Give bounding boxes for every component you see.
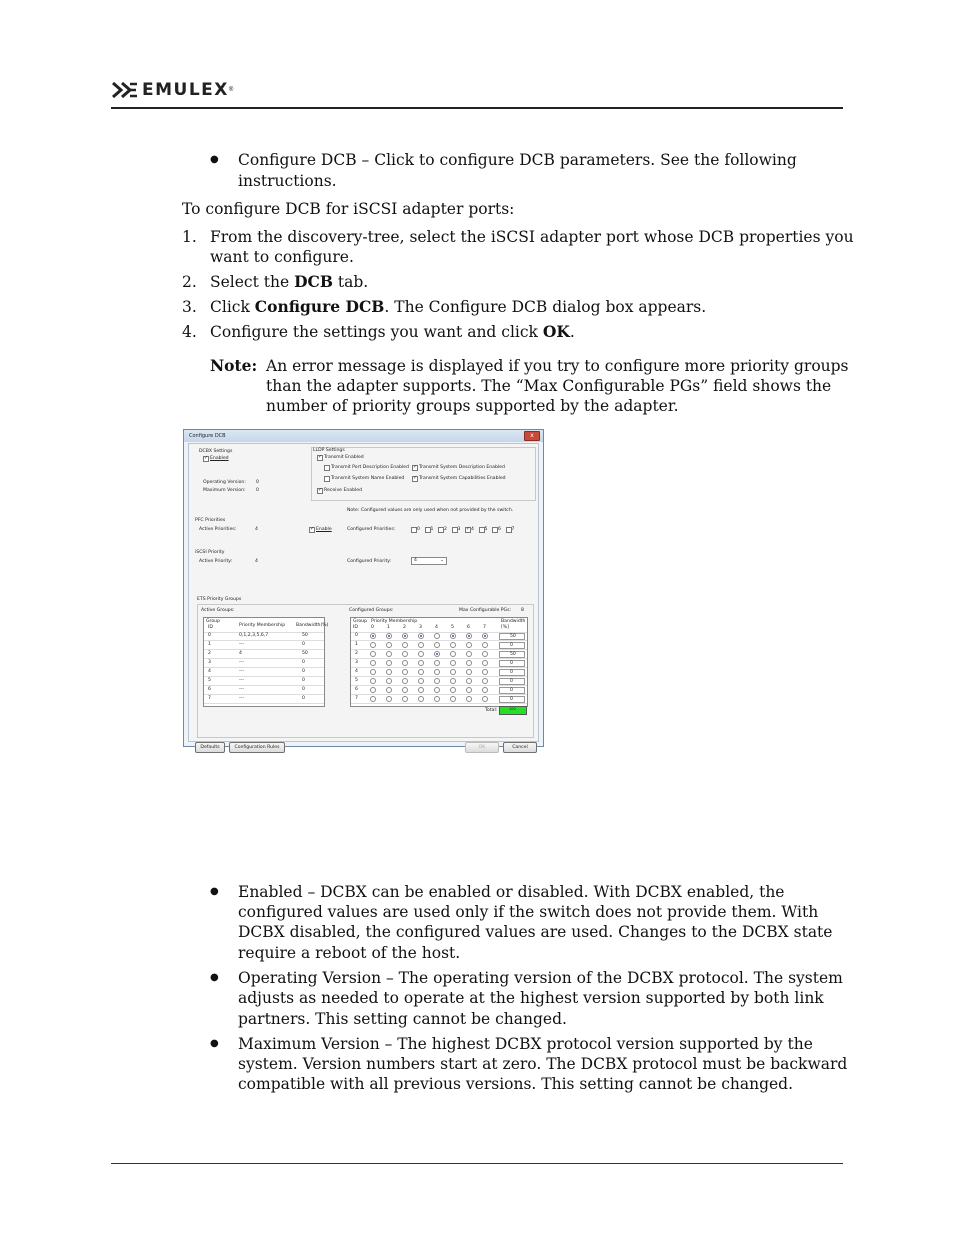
pfc-priority-label: 3 — [457, 527, 461, 532]
priority-radio[interactable] — [386, 642, 392, 648]
table-row — [204, 641, 324, 650]
sys-cap-checkbox[interactable] — [412, 476, 418, 482]
priority-radio[interactable] — [402, 651, 408, 657]
row-id: 0 — [208, 633, 211, 638]
col-priority-membership: Priority Membership — [239, 623, 286, 628]
step-4 — [210, 322, 575, 342]
table-row — [204, 659, 324, 668]
row-id: 4 — [208, 669, 211, 674]
sys-cap-label: Transmit System Capabilities Enabled — [419, 476, 506, 481]
active-groups-table — [203, 617, 329, 707]
priority-radio[interactable] — [434, 651, 440, 657]
pfc-active-value: 4 — [255, 527, 258, 532]
trademark: ® — [228, 87, 234, 93]
row-priority-membership: --- — [239, 660, 244, 665]
step-number: 1. — [182, 228, 197, 246]
step-number: 2. — [182, 273, 197, 291]
table-row — [351, 677, 527, 686]
priority-radio[interactable] — [386, 633, 392, 639]
step-text: . The Configure DCB dialog box appears. — [384, 298, 707, 316]
priority-radio[interactable] — [386, 651, 392, 657]
sys-name-label: Transmit System Name Enabled — [331, 476, 405, 481]
priority-radio[interactable] — [386, 678, 392, 684]
priority-radio[interactable] — [418, 696, 424, 702]
row-priority-membership: 4 — [239, 651, 242, 656]
priority-radio[interactable] — [402, 696, 408, 702]
row-priority-membership: --- — [239, 687, 244, 692]
table-row — [351, 668, 527, 677]
dcbx-title: DCBX Settings — [199, 449, 233, 454]
dcbx-enabled-checkbox[interactable] — [203, 456, 209, 462]
row-priority-membership: --- — [239, 642, 244, 647]
priority-radio[interactable] — [418, 633, 424, 639]
priority-radio[interactable] — [482, 642, 488, 648]
row-priority-membership: --- — [239, 678, 244, 683]
enabled-line3: DCBX disabled, the configured values are used. Changes to the DCBX state — [238, 923, 833, 941]
dcbx-enabled-label: Enabled — [210, 456, 229, 461]
priority-radio[interactable] — [450, 660, 456, 666]
port-desc-checkbox[interactable] — [324, 465, 330, 471]
pfc-enable-label: Enable — [316, 527, 332, 532]
bandwidth-input[interactable] — [499, 633, 525, 640]
priority-radio[interactable] — [466, 642, 472, 648]
table-row — [204, 677, 324, 686]
priority-radio[interactable] — [434, 669, 440, 675]
dialog-title: Configure DCB — [189, 433, 226, 439]
table-row — [351, 650, 527, 659]
pfc-active-label: Active Priorities: — [199, 527, 237, 532]
priority-radio[interactable] — [418, 669, 424, 675]
priority-col-header: 5 — [451, 625, 454, 630]
step-text: Configure the settings you want and click — [210, 323, 543, 341]
row-id: 7 — [208, 696, 211, 701]
emulex-logo-icon — [112, 81, 138, 99]
row-id: 2 — [208, 651, 211, 656]
step-3 — [210, 297, 706, 317]
priority-radio[interactable] — [370, 678, 376, 684]
table-row — [351, 659, 527, 668]
ets-title: ETS Priority Groups — [197, 597, 242, 602]
pfc-enable-checkbox[interactable] — [309, 527, 315, 533]
header-rule — [111, 107, 843, 109]
priority-radio[interactable] — [434, 678, 440, 684]
priority-radio[interactable] — [402, 687, 408, 693]
priority-radio[interactable] — [466, 660, 472, 666]
priority-col-header: 6 — [467, 625, 470, 630]
pfc-title: PFC Priorities — [195, 518, 226, 523]
priority-radio[interactable] — [482, 651, 488, 657]
row-id: 3 — [355, 660, 358, 665]
sys-desc-checkbox[interactable] — [412, 465, 418, 471]
iscsi-priority-title: iSCSI Priority — [195, 550, 225, 555]
col-bandwidth: Bandwidth(%) — [296, 623, 329, 628]
priority-radio[interactable] — [466, 633, 472, 639]
configured-groups-table — [350, 617, 528, 707]
ok-button[interactable]: OK — [465, 742, 499, 753]
dialog-titlebar — [184, 430, 543, 442]
priority-radio[interactable] — [370, 687, 376, 693]
priority-radio[interactable] — [418, 642, 424, 648]
row-priority-membership: --- — [239, 696, 244, 701]
bullet-icon: ● — [210, 972, 219, 983]
priority-radio[interactable] — [402, 678, 408, 684]
priority-radio[interactable] — [386, 669, 392, 675]
table-row — [204, 668, 324, 677]
priority-radio[interactable] — [386, 687, 392, 693]
row-id: 5 — [208, 678, 211, 683]
operating-version-label: Operating Version: — [203, 480, 246, 485]
bandwidth-value: 50 — [510, 634, 516, 639]
operating-version-line2: adjusts as needed to operate at the highest version supported by both link — [238, 989, 824, 1007]
table-row — [351, 695, 527, 704]
col-bandwidth: Bandwidth — [501, 619, 526, 624]
priority-radio[interactable] — [466, 687, 472, 693]
step-text: Click — [210, 298, 255, 316]
priority-radio[interactable] — [466, 669, 472, 675]
col-group: Group — [353, 619, 367, 624]
priority-radio[interactable] — [418, 678, 424, 684]
priority-radio[interactable] — [450, 678, 456, 684]
brand-name: EMULEX — [142, 80, 229, 100]
priority-radio[interactable] — [402, 669, 408, 675]
priority-radio[interactable] — [450, 633, 456, 639]
priority-radio[interactable] — [450, 696, 456, 702]
row-id: 4 — [355, 669, 358, 674]
bullet-icon: ● — [210, 1038, 219, 1049]
bandwidth-value: 0 — [510, 688, 513, 693]
sys-desc-label: Transmit System Description Enabled — [419, 465, 505, 470]
port-desc-label: Transmit Port Description Enabled — [331, 465, 409, 470]
receive-enabled-label: Receive Enabled — [324, 488, 363, 493]
priority-radio[interactable] — [450, 669, 456, 675]
priority-radio[interactable] — [418, 651, 424, 657]
col-id: ID — [208, 625, 213, 630]
note-line3: number of priority groups supported by the adapter. — [266, 397, 679, 415]
priority-radio[interactable] — [466, 651, 472, 657]
table-header-row — [204, 618, 329, 633]
bullet-icon: ● — [210, 154, 219, 165]
bandwidth-input[interactable] — [499, 642, 525, 649]
bandwidth-value: 0 — [510, 661, 513, 666]
table-row — [351, 641, 527, 650]
iscsi-priority-selected: 4 — [414, 558, 417, 563]
pfc-priority-label: 5 — [484, 527, 488, 532]
step-number: 3. — [182, 298, 197, 316]
priority-radio[interactable] — [450, 687, 456, 693]
row-bandwidth: 0 — [302, 660, 305, 665]
bullet-configure-dcb: Configure DCB – Click to configure DCB parameters. See the following — [238, 151, 797, 169]
table-row — [204, 686, 324, 695]
row-id: 7 — [355, 696, 358, 701]
priority-radio[interactable] — [370, 642, 376, 648]
enabled-line4: require a reboot of the host. — [238, 944, 461, 962]
dialog-note: Note: Configured values are only used when not provided by the switch. — [347, 508, 514, 513]
priority-radio[interactable] — [434, 633, 440, 639]
priority-radio[interactable] — [370, 669, 376, 675]
bandwidth-value: 50 — [510, 652, 516, 657]
priority-radio[interactable] — [386, 660, 392, 666]
priority-radio[interactable] — [370, 651, 376, 657]
priority-radio[interactable] — [402, 660, 408, 666]
configure-dcb-dialog — [183, 429, 544, 750]
table-header-row — [351, 618, 527, 633]
priority-radio[interactable] — [434, 696, 440, 702]
maximum-version-line3: compatible with all previous versions. This setting cannot be changed. — [238, 1075, 794, 1093]
bandwidth-input[interactable] — [499, 651, 525, 658]
row-id: 0 — [355, 633, 358, 638]
receive-enabled-checkbox[interactable] — [317, 488, 323, 494]
step-bold: Configure DCB — [254, 297, 385, 316]
priority-radio[interactable] — [434, 642, 440, 648]
pfc-configured-label: Configured Priorities: — [347, 527, 396, 532]
row-id: 2 — [355, 651, 358, 656]
row-id: 6 — [208, 687, 211, 692]
priority-radio[interactable] — [482, 669, 488, 675]
maximum-version-label: Maximum Version: — [203, 488, 246, 493]
priority-radio[interactable] — [482, 687, 488, 693]
col-pct: [%] — [501, 625, 509, 630]
priority-radio[interactable] — [418, 660, 424, 666]
maximum-version-line2: system. Version numbers start at zero. The DCBX protocol must be backward — [238, 1055, 848, 1073]
note-line2: than the adapter supports. The “Max Configurable PGs” field shows the — [266, 377, 832, 395]
bandwidth-value: 0 — [510, 679, 513, 684]
priority-radio[interactable] — [482, 696, 488, 702]
priority-radio[interactable] — [402, 633, 408, 639]
table-row — [351, 686, 527, 695]
row-id: 1 — [208, 642, 211, 647]
iscsi-active-value: 4 — [255, 559, 258, 564]
table-row — [351, 632, 527, 641]
bandwidth-value: 0 — [510, 670, 513, 675]
col-group: Group — [206, 619, 220, 624]
chevron-down-icon: ⌄ — [440, 558, 444, 563]
row-bandwidth: 0 — [302, 687, 305, 692]
priority-col-header: 2 — [403, 625, 406, 630]
priority-radio[interactable] — [482, 633, 488, 639]
step-text: tab. — [332, 273, 369, 291]
bandwidth-input[interactable] — [499, 660, 525, 667]
row-bandwidth: 50 — [302, 651, 308, 656]
intro-text: To configure DCB for iSCSI adapter ports: — [182, 200, 515, 218]
priority-radio[interactable] — [466, 678, 472, 684]
col-priority-membership: Priority Membership — [371, 619, 418, 624]
step-1-line2: want to configure. — [210, 248, 354, 266]
priority-radio[interactable] — [450, 642, 456, 648]
bandwidth-input[interactable] — [499, 678, 525, 685]
pfc-priority-label: 0 — [417, 527, 420, 532]
priority-radio[interactable] — [482, 660, 488, 666]
iscsi-priority-select[interactable] — [411, 557, 447, 565]
max-configurable-value: 8 — [521, 608, 524, 613]
pfc-priority-label: 4 — [471, 527, 474, 532]
priority-col-header: 3 — [419, 625, 422, 630]
footer-rule — [111, 1163, 843, 1164]
step-number: 4. — [182, 323, 197, 341]
operating-version-value: 0 — [256, 480, 259, 485]
defaults-button[interactable]: Defaults — [195, 742, 225, 753]
priority-radio[interactable] — [370, 633, 376, 639]
note-label: Note: — [210, 356, 258, 375]
bandwidth-input[interactable] — [499, 696, 525, 703]
step-bold: DCB — [294, 272, 333, 291]
enabled-line1: Enabled – DCBX can be enabled or disabled. With DCBX enabled, the — [238, 883, 785, 901]
table-row — [204, 632, 324, 641]
total-label: Total: — [485, 708, 498, 713]
row-id: 1 — [355, 642, 358, 647]
priority-col-header: 1 — [387, 625, 390, 630]
step-text: Select the — [210, 273, 295, 291]
row-bandwidth: 0 — [302, 696, 305, 701]
maximum-version-value: 0 — [256, 488, 259, 493]
active-groups-title: Active Groups: — [201, 608, 235, 613]
step-1-line1: From the discovery-tree, select the iSCSI adapter port whose DCB properties you — [210, 228, 854, 246]
priority-radio[interactable] — [450, 651, 456, 657]
row-id: 6 — [355, 687, 358, 692]
maximum-version-line1: Maximum Version – The highest DCBX protocol version supported by the — [238, 1035, 813, 1053]
bandwidth-input[interactable] — [499, 669, 525, 676]
pfc-priority-label: 6 — [498, 527, 501, 532]
row-id: 5 — [355, 678, 358, 683]
emulex-logo — [112, 80, 233, 100]
bullet-configure-dcb-cont: instructions. — [238, 172, 337, 190]
transmit-enabled-label: Transmit Enabled — [324, 455, 364, 460]
pfc-priority-label: 1 — [430, 527, 434, 532]
transmit-enabled-checkbox[interactable] — [317, 455, 323, 461]
priority-radio[interactable] — [402, 642, 408, 648]
row-bandwidth: 0 — [302, 642, 305, 647]
row-priority-membership: --- — [239, 669, 244, 674]
priority-radio[interactable] — [370, 696, 376, 702]
iscsi-configured-label: Configured Priority: — [347, 559, 392, 564]
priority-col-header: 0 — [371, 625, 374, 630]
sys-name-checkbox[interactable] — [324, 476, 330, 482]
table-row — [204, 695, 324, 704]
priority-col-header: 7 — [483, 625, 486, 630]
step-text: . — [569, 323, 575, 341]
table-row — [204, 650, 324, 659]
priority-radio[interactable] — [386, 696, 392, 702]
close-icon[interactable]: x — [524, 431, 540, 441]
bullet-icon: ● — [210, 886, 219, 897]
priority-radio[interactable] — [370, 660, 376, 666]
row-id: 3 — [208, 660, 211, 665]
bandwidth-value: 0 — [510, 643, 513, 648]
priority-radio[interactable] — [434, 687, 440, 693]
configured-groups-title: Configured Groups: — [349, 608, 394, 613]
priority-col-header: 4 — [435, 625, 438, 630]
enabled-line2: configured values are used only if the switch does not provide them. With — [238, 903, 819, 921]
operating-version-line3: partners. This setting cannot be changed. — [238, 1010, 567, 1028]
priority-radio[interactable] — [466, 696, 472, 702]
total-field — [499, 706, 527, 715]
priority-radio[interactable] — [482, 678, 488, 684]
row-bandwidth: 50 — [302, 633, 308, 638]
bandwidth-input[interactable] — [499, 687, 525, 694]
note-line1: An error message is displayed if you try to configure more priority groups — [266, 357, 849, 375]
row-bandwidth: 0 — [302, 678, 305, 683]
row-priority-membership: 0,1,2,3,5,6,7 — [239, 633, 269, 638]
pfc-priority-label: 7 — [511, 527, 515, 532]
pfc-priority-label: 2 — [444, 527, 447, 532]
priority-radio[interactable] — [434, 660, 440, 666]
operating-version-line1: Operating Version – The operating version of the DCBX protocol. The system — [238, 969, 843, 987]
step-bold: OK — [542, 322, 570, 341]
cancel-button[interactable]: Cancel — [503, 742, 537, 753]
total-value: 100 — [509, 707, 516, 711]
bandwidth-value: 0 — [510, 697, 513, 702]
col-id: ID — [353, 625, 358, 630]
configuration-rules-button[interactable]: Configuration Rules — [229, 742, 285, 753]
priority-radio[interactable] — [418, 687, 424, 693]
step-2 — [210, 272, 368, 292]
max-configurable-label: Max Configurable PGs: — [459, 608, 512, 613]
row-bandwidth: 0 — [302, 669, 305, 674]
dialog-body — [188, 443, 539, 750]
lldp-title: LLDP Settings — [313, 448, 345, 453]
iscsi-active-label: Active Priority: — [199, 559, 233, 564]
